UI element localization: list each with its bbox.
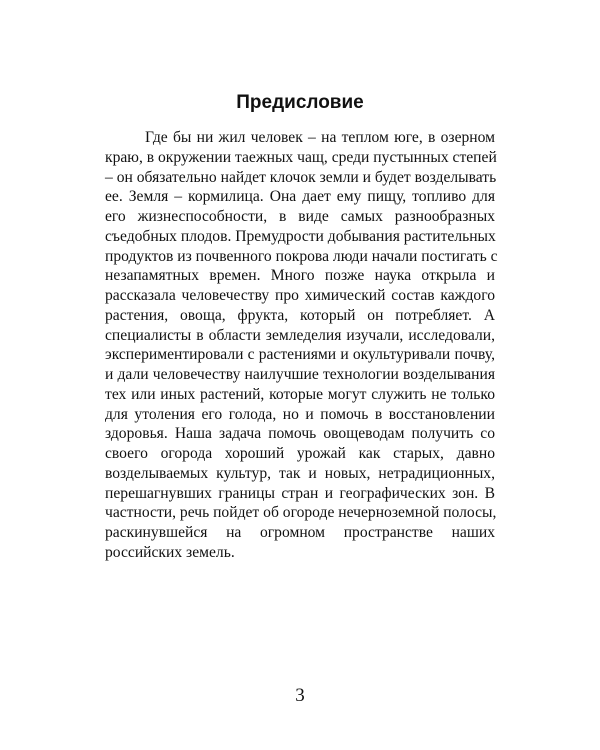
paragraph-line: раскинувшейся на огромном пространстве наших xyxy=(105,524,495,541)
paragraph-line: частности, речь пойдет об огороде нечерноземной полосы, xyxy=(105,504,497,522)
paragraph-line: незапамятных времен. Много позже наука открыла и xyxy=(105,267,495,285)
paragraph-line: его жизнеспособности, в виде самых разнообразных xyxy=(105,208,495,225)
paragraph-line: перешагнувших границы стран и географических зон. В xyxy=(105,484,495,502)
paragraph-line: продуктов из почвенного покрова люди начали постигать с xyxy=(105,247,498,265)
paragraph-line: своего огорода хороший урожай как старых, давно xyxy=(105,445,495,462)
paragraph-line: здоровья. Наша задача помочь овощеводам получить со xyxy=(105,425,495,443)
paragraph-line: краю, в окружении таежных чащ, среди пустынных степей xyxy=(105,148,497,166)
paragraph-line: и дали человечеству наилучшие технологии возделывания xyxy=(105,366,495,383)
paragraph-line: тех или иных растений, которые могут служить не только xyxy=(105,385,495,403)
paragraph-line: Где бы ни жил человек – на теплом юге, в озерном xyxy=(145,129,495,146)
paragraph-line: ее. Земля – кормилица. Она дает ему пищу, топливо для xyxy=(105,188,495,206)
paragraph-line: специалисты в области земледелия изучали, исследовали, xyxy=(105,326,495,344)
page-title: Предисловие xyxy=(236,92,364,113)
paragraph-line: российских земель. xyxy=(105,543,235,561)
paragraph-line: растения, овоща, фрукта, который он потребляет. А xyxy=(105,306,495,324)
paragraph-line: возделываемых культур, так и новых, нетрадиционных, xyxy=(105,464,495,482)
preface-paragraph xyxy=(105,128,498,563)
paragraph-line: – он обязательно найдет клочок земли и будет возделывать xyxy=(105,168,497,186)
paragraph-line: экспериментировали с растениями и окультуривали почву, xyxy=(105,346,495,364)
paragraph-line: съедобных плодов. Премудрости добывания растительных xyxy=(105,227,496,245)
page-number: 3 xyxy=(295,685,305,706)
paragraph-line: рассказала человечеству про химический состав каждого xyxy=(105,287,495,304)
paragraph-line: для утоления его голода, но и помочь в восстановлении xyxy=(105,405,495,423)
